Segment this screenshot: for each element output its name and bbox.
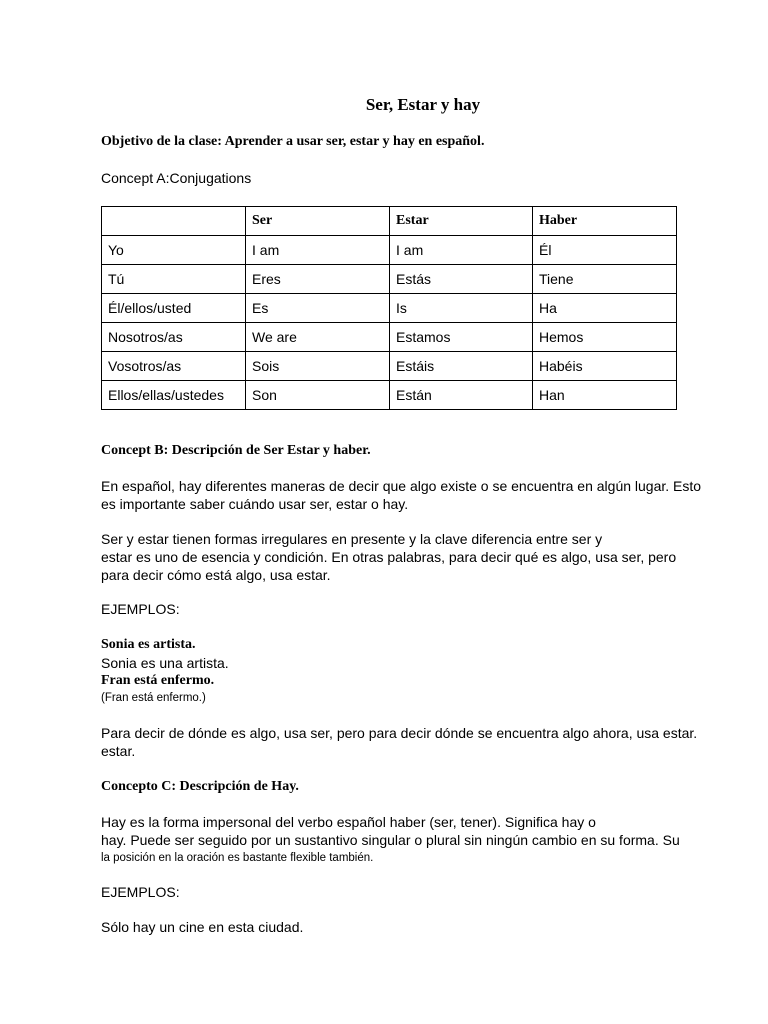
table-cell: Is [390,294,533,323]
table-cell: Ha [533,294,677,323]
class-objective: Objetivo de la clase: Aprender a usar ser, estar y hay en español. [101,134,485,149]
table-cell: Han [533,381,677,410]
table-cell: Él [533,236,677,265]
examples-label: EJEMPLOS: [101,601,180,617]
table-row [102,294,677,323]
table-cell: Estamos [390,323,533,352]
table-header-cell: Haber [533,207,677,236]
table-row [102,323,677,352]
text-line: Hay es la forma impersonal del verbo español haber (ser, tener). Significa hay o [101,814,596,830]
text-line: la posición en la oración es bastante flexible también. [101,852,374,864]
table-cell: Yo [102,236,246,265]
table-cell: Ellos/ellas/ustedes [102,381,246,410]
table-header-row [102,207,677,236]
example-sentence-bold: Fran está enfermo. [101,673,215,688]
examples-label: EJEMPLOS: [101,884,180,900]
concept-c-paragraph-1 [101,813,680,867]
table-cell: Están [390,381,533,410]
table-cell: Habéis [533,352,677,381]
table-cell: Eres [246,265,390,294]
table-header-cell [102,207,246,236]
table-cell: Estáis [390,352,533,381]
table-row [102,381,677,410]
text-line: es importante saber cuándo usar ser, estar o hay. [101,496,409,512]
example-sentence-note: (Fran está enfermo.) [101,692,206,704]
table-row [102,352,677,381]
concept-c-heading: Concepto C: Descripción de Hay. [101,779,299,794]
table-cell: Son [246,381,390,410]
text-line: estar es uno de esencia y condición. En otras palabras, para decir qué es algo, usa ser, pero [101,549,677,565]
text-line: hay. Puede ser seguido por un sustantivo singular o plural sin ningún cambio en su forma. Su [101,832,680,848]
text-line: Ser y estar tienen formas irregulares en presente y la clave diferencia entre ser y [101,531,603,547]
table-cell: Vosotros/as [102,352,246,381]
concept-b-heading: Concept B: Descripción de Ser Estar y haber. [101,443,371,458]
table-cell: I am [246,236,390,265]
table-cell: Estás [390,265,533,294]
concept-b-paragraph-2 [101,530,676,584]
table-cell: Él/ellos/usted [102,294,246,323]
table-cell: Es [246,294,390,323]
example-sentence: Sólo hay un cine en esta ciudad. [101,919,304,935]
table-cell: Hemos [533,323,677,352]
table-row [102,265,677,294]
text-line: En español, hay diferentes maneras de decir que algo existe o se encuentra en algún lugar. Esto [101,478,702,494]
table-cell: Nosotros/as [102,323,246,352]
table-header-cell: Estar [390,207,533,236]
table-cell: Tú [102,265,246,294]
text-line: estar. [101,743,136,759]
table-cell: Tiene [533,265,677,294]
table-cell: I am [390,236,533,265]
table-cell: We are [246,323,390,352]
text-line: para decir cómo está algo, usa estar. [101,567,331,583]
page-title: Ser, Estar y hay [365,95,481,114]
conjugation-table [101,206,677,410]
table-row [102,236,677,265]
table-cell: Sois [246,352,390,381]
table-header-cell: Ser [246,207,390,236]
concept-b-paragraph-1 [101,477,701,513]
concept-a-heading: Concept A:Conjugations [101,170,252,186]
concept-b-paragraph-3 [101,724,697,760]
example-sentence-bold: Sonia es artista. [101,637,196,652]
example-sentence: Sonia es una artista. [101,655,229,671]
text-line: Para decir de dónde es algo, usa ser, pero para decir dónde se encuentra algo ahora, usa estar. [101,725,698,741]
